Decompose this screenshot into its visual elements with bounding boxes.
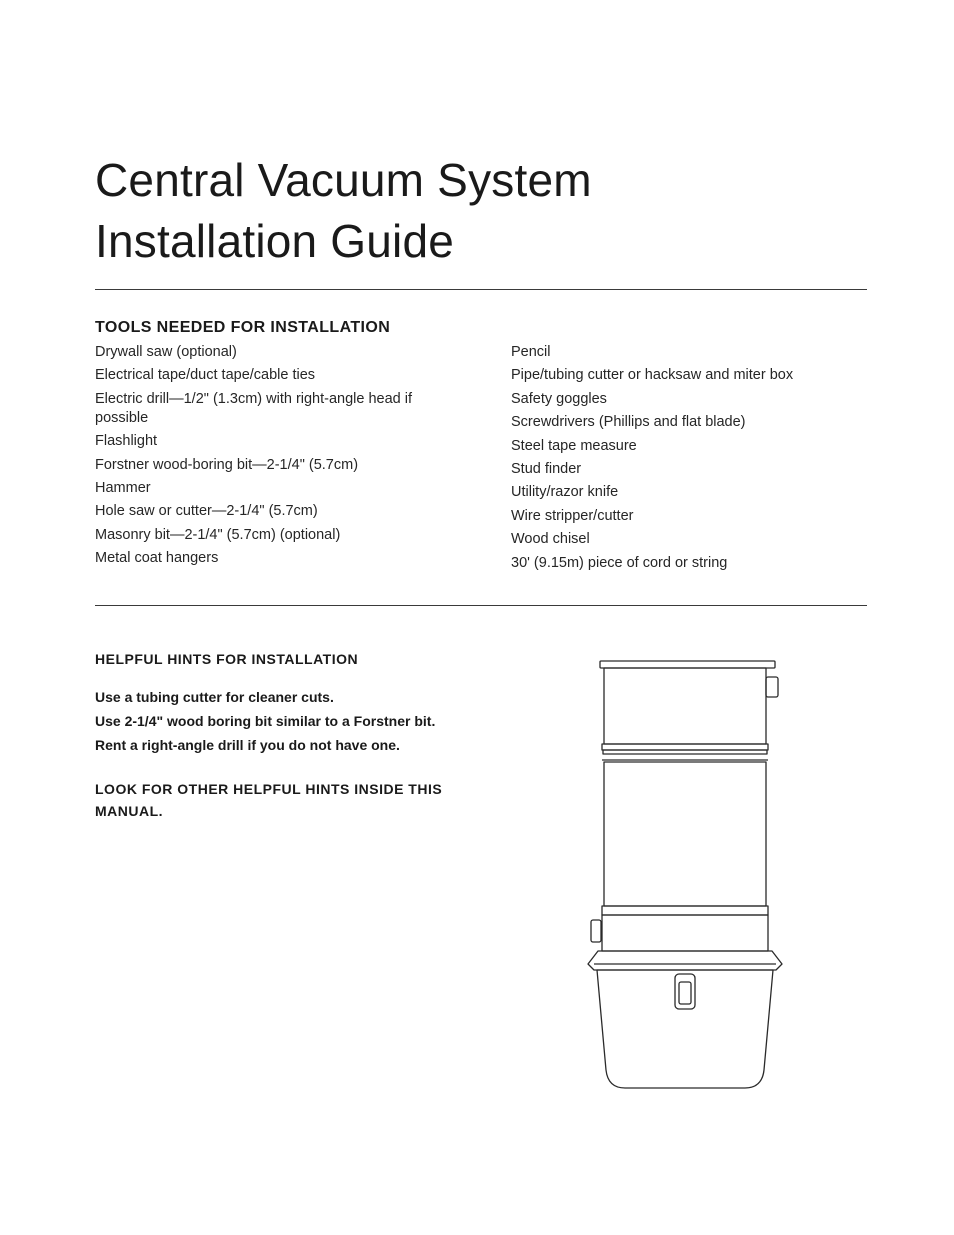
page-title-line-1: Central Vacuum System xyxy=(95,154,592,206)
hint-item: Use 2-1/4" wood boring bit similar to a Forstner bit. xyxy=(95,713,436,729)
tools-heading: TOOLS NEEDED FOR INSTALLATION xyxy=(95,319,391,336)
tool-item: Pencil xyxy=(511,344,551,360)
vacuum-lower-band xyxy=(602,906,768,915)
vacuum-top-cap xyxy=(600,661,775,668)
tool-item: Pipe/tubing cutter or hacksaw and miter box xyxy=(511,367,794,384)
tool-item: Safety goggles xyxy=(511,390,607,407)
tool-item: Electric drill—1/2" (1.3cm) with right-angle head if possible xyxy=(95,390,413,426)
hints-heading: HELPFUL HINTS FOR INSTALLATION xyxy=(95,651,359,667)
vacuum-main-body xyxy=(604,762,766,906)
tools-list-right xyxy=(511,343,851,577)
tool-item: Screwdrivers (Phillips and flat blade) xyxy=(511,414,746,431)
tool-item: Metal coat hangers xyxy=(95,550,219,567)
vacuum-collar xyxy=(602,915,768,951)
vacuum-canister xyxy=(597,970,773,1088)
tools-list-left xyxy=(95,343,415,573)
tool-item: Wood chisel xyxy=(511,531,590,548)
tool-item: Masonry bit—2-1/4" (5.7cm) (optional) xyxy=(95,526,341,543)
divider-middle xyxy=(95,605,867,606)
vacuum-side-port xyxy=(766,677,778,697)
tool-item: Stud finder xyxy=(511,460,582,477)
tool-item: 30' (9.15m) piece of cord or string xyxy=(511,554,728,571)
vacuum-motor-housing xyxy=(604,668,766,744)
tool-item: Hammer xyxy=(95,479,151,496)
tool-item: Steel tape measure xyxy=(511,437,637,454)
hints-list xyxy=(95,685,435,757)
vacuum-unit-illustration xyxy=(580,655,800,1095)
tool-item: Wire stripper/cutter xyxy=(511,507,634,524)
tool-item: Hole saw or cutter—2-1/4" (5.7cm) xyxy=(95,503,318,520)
vacuum-inlet xyxy=(591,920,601,942)
tool-item: Flashlight xyxy=(95,433,158,450)
vacuum-clamp xyxy=(588,951,782,970)
page-title-line-2: Installation Guide xyxy=(95,215,455,267)
hint-item: Rent a right-angle drill if you do not have one. xyxy=(95,737,400,753)
tool-item: Forstner wood-boring bit—2-1/4" (5.7cm) xyxy=(95,456,359,473)
hint-item: Use a tubing cutter for cleaner cuts. xyxy=(95,689,334,705)
tool-item: Electrical tape/duct tape/cable ties xyxy=(95,367,316,384)
vacuum-upper-band xyxy=(602,744,768,750)
tool-item: Drywall saw (optional) xyxy=(95,344,237,360)
tool-item: Utility/razor knife xyxy=(511,484,619,501)
divider-top xyxy=(95,289,867,290)
page-title xyxy=(95,150,592,272)
hints-note: LOOK FOR OTHER HELPFUL HINTS INSIDE THIS MANUAL. xyxy=(95,781,443,819)
